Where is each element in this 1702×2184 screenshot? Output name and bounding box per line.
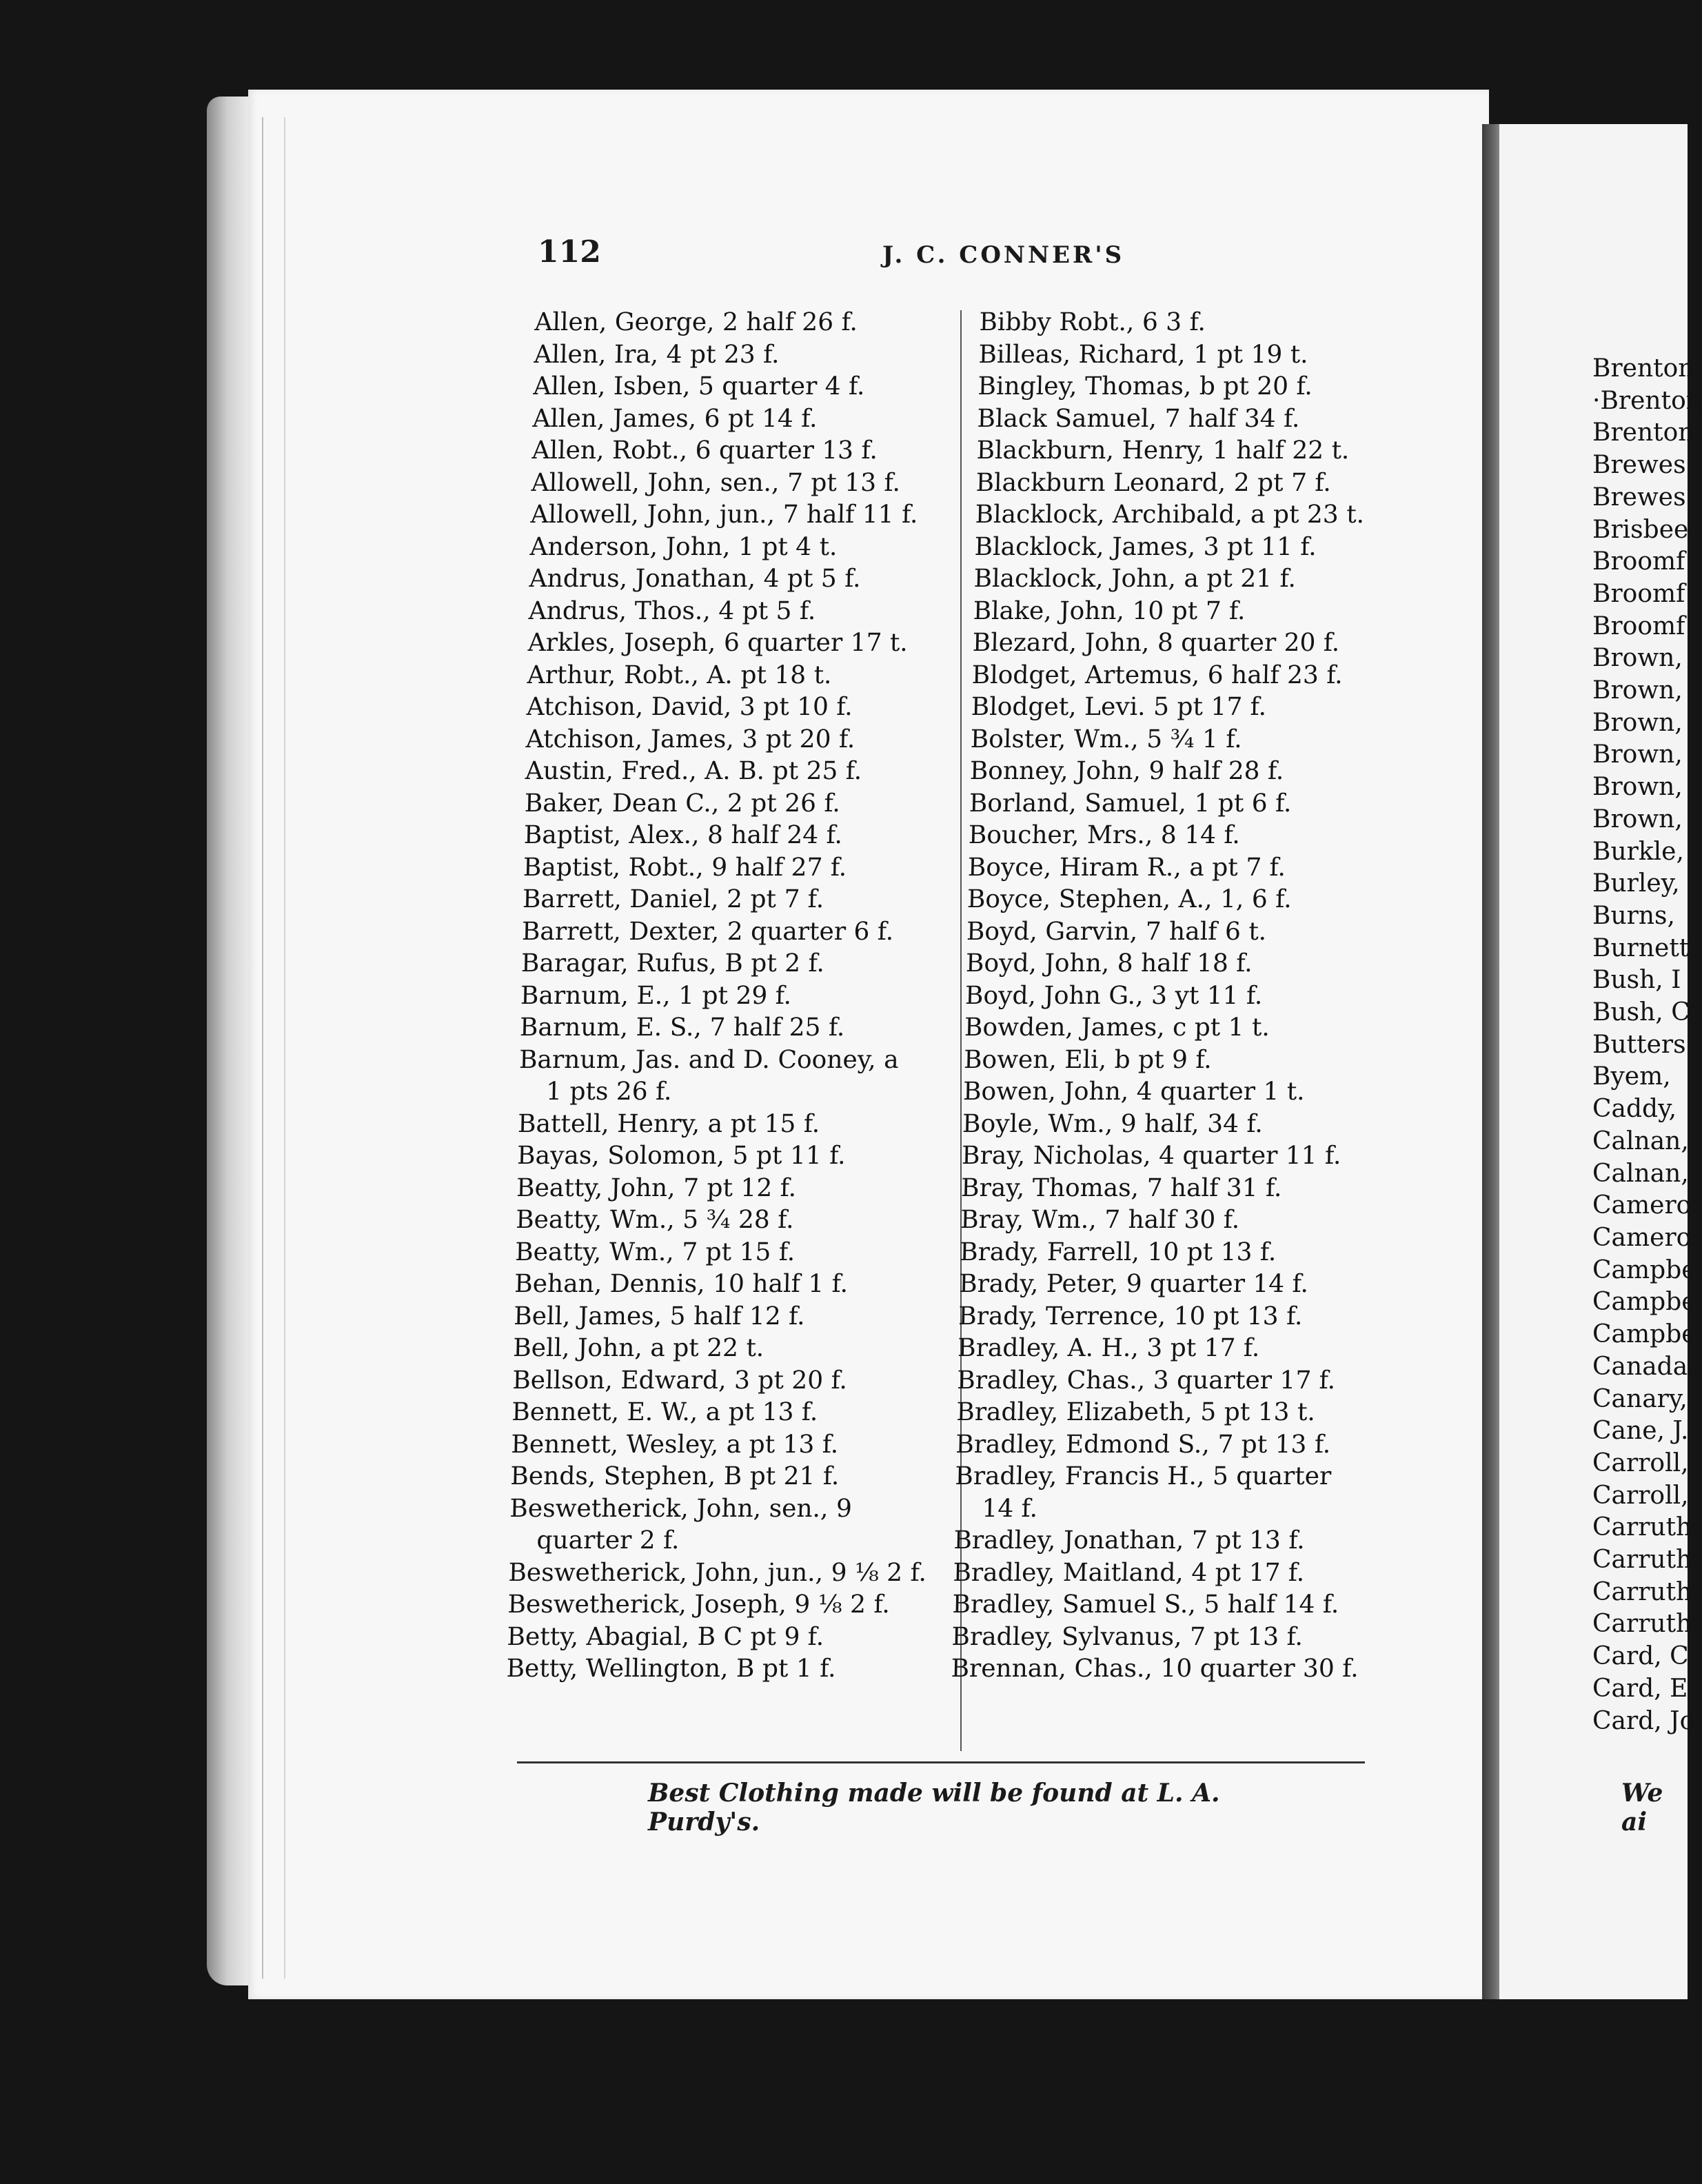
directory-entry: Allen, George, 2 half 26 f. (534, 308, 858, 336)
facing-page-entry: Brenton (1592, 354, 1694, 383)
directory-entry: Blackburn Leonard, 2 pt 7 f. (975, 468, 1332, 497)
directory-entry: Bradley, Francis H., 5 quarter 14 f. (954, 1462, 1332, 1523)
directory-entry: Beatty, Wm., 5 ¾ 28 f. (515, 1206, 795, 1234)
directory-entry: Bayas, Solomon, 5 pt 11 f. (516, 1142, 847, 1170)
directory-entry: Beswetherick, Joseph, 9 ⅛ 2 f. (507, 1590, 891, 1619)
directory-entry: Battell, Henry, a pt 15 f. (517, 1109, 820, 1138)
facing-page-entry: Carruth (1592, 1610, 1692, 1639)
directory-entry: Bradley, Samuel S., 5 half 14 f. (952, 1590, 1339, 1619)
facing-page-entry: Brewes (1592, 451, 1686, 480)
directory-entry: Arthur, Robt., A. pt 18 t. (527, 660, 832, 689)
directory-entry: Brady, Terrence, 10 pt 13 f. (958, 1302, 1304, 1331)
directory-entry: Blezard, John, 8 quarter 20 f. (972, 629, 1340, 657)
directory-entry: Boyce, Hiram R., a pt 7 f. (967, 853, 1286, 882)
directory-entry: Blacklock, James, 3 pt 11 f. (974, 532, 1317, 561)
directory-entry: Barrett, Dexter, 2 quarter 6 f. (521, 917, 894, 946)
directory-entry: Baptist, Robt., 9 half 27 f. (523, 853, 847, 882)
facing-page-entry: Carruth (1592, 1513, 1692, 1542)
left-column (506, 307, 976, 1686)
directory-entry: Brady, Peter, 9 quarter 14 f. (958, 1270, 1309, 1298)
facing-page-entry: Campbe (1592, 1320, 1696, 1349)
directory-entry: Borland, Samuel, 1 pt 6 f. (969, 789, 1293, 818)
directory-entry: Bends, Stephen, B pt 21 f. (509, 1462, 840, 1490)
facing-page-entry: Brown, (1592, 805, 1683, 833)
directory-entry: Bibby Robt., 6 3 f. (979, 308, 1206, 336)
page-edges (262, 117, 285, 1979)
facing-page-entry: Calnan, (1592, 1159, 1689, 1188)
facing-page-entry: Card, E (1592, 1674, 1688, 1703)
directory-entry: Brennan, Chas., 10 quarter 30 f. (951, 1655, 1359, 1683)
directory-entry: Andrus, Jonathan, 4 pt 5 f. (529, 565, 862, 593)
facing-page-entry: Brisbee (1592, 515, 1689, 544)
directory-entry: Blacklock, Archibald, a pt 23 t. (975, 501, 1365, 529)
directory-entry: Blodget, Levi. 5 pt 17 f. (971, 693, 1267, 721)
directory-entry: Bowen, Eli, b pt 9 f. (963, 1045, 1213, 1074)
directory-entry: Bell, John, a pt 22 t. (512, 1334, 764, 1362)
facing-page-entry: Carroll, (1592, 1448, 1689, 1477)
facing-page-entry: Cane, J. (1592, 1417, 1689, 1446)
directory-entry: Allowell, John, jun., 7 half 11 f. (530, 501, 919, 529)
directory-entry: Bradley, Elizabeth, 5 pt 13 t. (955, 1398, 1316, 1426)
directory-entry: Barnum, Jas. and D. Cooney, a 1 pts 26 f. (518, 1045, 900, 1106)
directory-entry: Bray, Wm., 7 half 30 f. (960, 1206, 1240, 1234)
directory-entry: Atchison, James, 3 pt 20 f. (525, 725, 855, 754)
directory-entry: Brady, Farrell, 10 pt 13 f. (959, 1237, 1277, 1266)
facing-page-entry: Carruth (1592, 1546, 1692, 1575)
facing-page-entry: Campbe (1592, 1255, 1696, 1284)
directory-entry: Barrett, Daniel, 2 pt 7 f. (522, 885, 824, 913)
footer-advert: Best Clothing made will be found at L. A. Purdy's. (648, 1779, 1220, 1837)
directory-entry: Allen, Ira, 4 pt 23 f. (534, 340, 780, 369)
facing-page-entry: Canary, (1592, 1384, 1688, 1413)
page-number: 112 (538, 234, 601, 270)
directory-entry: Atchison, David, 3 pt 10 f. (526, 693, 853, 721)
facing-page-entry: Brown, (1592, 708, 1683, 737)
directory-entry: Bell, James, 5 half 12 f. (513, 1302, 806, 1331)
directory-entry: Bolster, Wm., 5 ¾ 1 f. (970, 725, 1243, 754)
directory-entry: Bradley, Maitland, 4 pt 17 f. (953, 1558, 1305, 1587)
directory-entry: Barnum, E., 1 pt 29 f. (520, 981, 792, 1010)
directory-entry: Allowell, John, sen., 7 pt 13 f. (531, 468, 901, 497)
directory-entry: Behan, Dennis, 10 half 1 f. (514, 1270, 849, 1298)
directory-entry: Boyd, John G., 3 yt 11 f. (964, 981, 1263, 1010)
facing-page-entry: Card, Jo (1592, 1706, 1695, 1735)
directory-entry: Bennett, E. W., a pt 13 f. (511, 1398, 818, 1426)
facing-page-entry: Camero (1592, 1191, 1692, 1220)
directory-entry: Boucher, Mrs., 8 14 f. (968, 821, 1241, 849)
directory-entry: Baptist, Alex., 8 half 24 f. (523, 821, 843, 849)
directory-entry: Baker, Dean C., 2 pt 26 f. (524, 789, 841, 818)
footer-rule (517, 1761, 1365, 1763)
facing-page-entry: Burnett (1592, 933, 1690, 962)
facing-page-entry: Broomf (1592, 611, 1685, 640)
directory-entry: Bray, Thomas, 7 half 31 f. (960, 1173, 1283, 1202)
running-head: J. C. CONNER'S (882, 241, 1125, 269)
directory-entry: Anderson, John, 1 pt 4 t. (529, 532, 838, 561)
facing-page-column (1592, 353, 1702, 1737)
directory-entry: Blacklock, John, a pt 21 f. (973, 565, 1297, 593)
facing-page-entry: Brown, (1592, 773, 1683, 802)
directory-entry: Bradley, A. H., 3 pt 17 f. (957, 1334, 1260, 1362)
directory-entry: Beatty, Wm., 7 pt 15 f. (514, 1237, 796, 1266)
facing-page-entry: Campbe (1592, 1288, 1696, 1317)
directory-entry: Bowen, John, 4 quarter 1 t. (962, 1078, 1306, 1106)
facing-page-entry: Broomf (1592, 579, 1685, 608)
page-header (538, 234, 1365, 276)
directory-entry: Black Samuel, 7 half 34 f. (977, 404, 1301, 433)
directory-entry: Boyle, Wm., 9 half, 34 f. (962, 1109, 1264, 1138)
facing-page-entry: Bush, I (1592, 966, 1681, 995)
directory-entry: Boyce, Stephen, A., 1, 6 f. (966, 885, 1293, 913)
directory-entry: Boyd, John, 8 half 18 f. (965, 949, 1253, 978)
facing-page-entry: Brenton (1592, 418, 1694, 447)
facing-page-entry: Card, C (1592, 1642, 1689, 1671)
directory-entry: Bray, Nicholas, 4 quarter 11 f. (961, 1142, 1341, 1170)
directory-entry: Beatty, John, 7 pt 12 f. (516, 1173, 797, 1202)
directory-entry: Bellson, Edward, 3 pt 20 f. (511, 1366, 848, 1395)
directory-entry: Blake, John, 10 pt 7 f. (973, 596, 1246, 625)
directory-entry: Blodget, Artemus, 6 half 23 f. (971, 660, 1344, 689)
facing-page-entry: Canada, (1592, 1352, 1696, 1381)
directory-entry: Beswetherick, John, sen., 9 quarter 2 f. (509, 1494, 853, 1555)
directory-entry: Beswetherick, John, jun., 9 ⅛ 2 f. (508, 1558, 927, 1587)
directory-entry: Bradley, Jonathan, 7 pt 13 f. (953, 1526, 1306, 1555)
directory-entry: Bingley, Thomas, b pt 20 f. (977, 372, 1313, 401)
facing-page-entry: Broomf (1592, 547, 1685, 576)
facing-page-entry: Burley, (1592, 869, 1680, 898)
facing-page-entry: Brown, (1592, 740, 1683, 769)
facing-page-entry: ·Brenton (1592, 386, 1702, 415)
facing-page-entry: Camero (1592, 1223, 1692, 1252)
facing-page-entry: Caddy, (1592, 1095, 1677, 1124)
facing-page-entry: Brewes (1592, 483, 1686, 512)
directory-entry: Allen, Robt., 6 quarter 13 f. (531, 436, 878, 465)
right-column (951, 307, 1407, 1686)
directory-entry: Betty, Wellington, B pt 1 f. (506, 1655, 837, 1683)
directory-entry: Bowden, James, c pt 1 t. (964, 1013, 1270, 1042)
facing-page-footer: We ai (1621, 1779, 1663, 1837)
facing-page-entry: Carruth (1592, 1577, 1692, 1606)
directory-entry: Arkles, Joseph, 6 quarter 17 t. (527, 629, 909, 657)
directory-entry: Bonney, John, 9 half 28 f. (969, 757, 1284, 785)
directory-entry: Allen, James, 6 pt 14 f. (532, 404, 818, 433)
facing-page-entry: Carroll, (1592, 1481, 1689, 1510)
directory-entry: Bradley, Edmond S., 7 pt 13 f. (955, 1430, 1331, 1459)
directory-entry: Allen, Isben, 5 quarter 4 f. (533, 372, 865, 401)
directory-entry: Barnum, E. S., 7 half 25 f. (519, 1013, 845, 1042)
facing-page-entry: Brown, (1592, 676, 1683, 705)
directory-entry: Baragar, Rufus, B pt 2 f. (520, 949, 825, 978)
directory-entry: Bennett, Wesley, a pt 13 f. (510, 1430, 839, 1459)
facing-page-entry: Burkle, (1592, 837, 1684, 866)
facing-page-entry: Calnan, (1592, 1126, 1689, 1155)
facing-page-entry: Byem, (1592, 1062, 1671, 1091)
directory-entry: Austin, Fred., A. B. pt 25 f. (525, 757, 862, 785)
directory-entry: Bradley, Chas., 3 quarter 17 f. (956, 1366, 1336, 1395)
directory-entry: Bradley, Sylvanus, 7 pt 13 f. (951, 1622, 1304, 1651)
facing-page-entry: Butters (1592, 1030, 1686, 1059)
facing-page-entry: Bush, C (1592, 998, 1690, 1027)
facing-page-entry: Brown, (1592, 644, 1683, 673)
directory-entry: Betty, Abagial, B C pt 9 f. (507, 1622, 824, 1651)
directory-entry: Boyd, Garvin, 7 half 6 t. (966, 917, 1267, 946)
directory-entry: Blackburn, Henry, 1 half 22 t. (976, 436, 1350, 465)
facing-page-entry: Burns, (1592, 901, 1675, 930)
directory-entry: Andrus, Thos., 4 pt 5 f. (528, 596, 816, 625)
directory-entry: Billeas, Richard, 1 pt 19 t. (978, 340, 1309, 369)
